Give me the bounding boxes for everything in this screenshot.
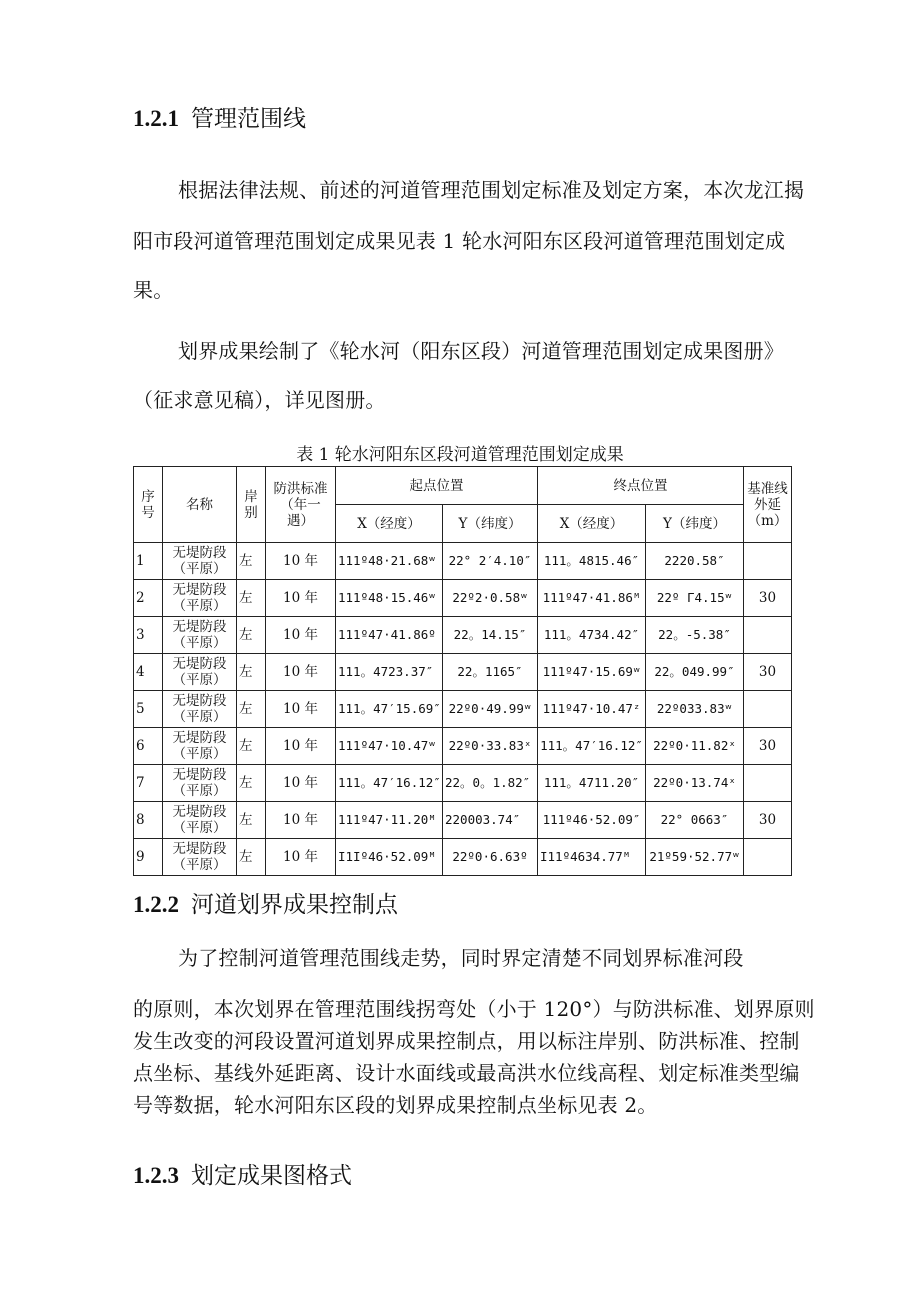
cell-seq: 7 xyxy=(134,765,163,802)
cell-start-y: 22。14.15″ xyxy=(443,617,538,654)
section-title: 管理范围线 xyxy=(191,106,306,132)
cell-standard: 10 年 xyxy=(266,654,336,691)
section-heading-1-2-2 xyxy=(133,886,398,919)
table-row xyxy=(134,765,792,802)
cell-extension: 30 xyxy=(744,580,792,617)
cell-standard: 10 年 xyxy=(266,839,336,876)
paragraph-line: 点坐标、基线外延距离、设计水面线或最高洪水位线高程、划定标准类型编 xyxy=(133,1061,800,1085)
table-row xyxy=(134,580,792,617)
cell-extension: 30 xyxy=(744,654,792,691)
cell-bank: 左 xyxy=(237,543,266,580)
cell-standard: 10 年 xyxy=(266,580,336,617)
paragraph-line: 的原则，本次划界在管理范围线拐弯处（小于 120°）与防洪标准、划界原则 xyxy=(133,997,815,1021)
header-extension: 基准线外延（m） xyxy=(744,467,792,543)
table-row xyxy=(134,728,792,765)
header-start-y: Y（纬度） xyxy=(443,505,538,543)
cell-end-y: 22º Γ4.15ʷ xyxy=(646,580,744,617)
table-caption: 表 1 轮水河阳东区段河道管理范围划定成果 xyxy=(296,445,624,465)
paragraph-line: 号等数据，轮水河阳东区段的划界成果控制点坐标见表 2。 xyxy=(133,1093,658,1117)
cell-end-x: 111º47·41.86ᴹ xyxy=(538,580,646,617)
cell-end-y: 22。049.99″ xyxy=(646,654,744,691)
cell-end-x: 111º47·10.47ᶻ xyxy=(538,691,646,728)
cell-start-x: 111º47·10.47ʷ xyxy=(336,728,443,765)
cell-start-x: 111º48·21.68ʷ xyxy=(336,543,443,580)
cell-start-y: 22º0·49.99ʷ xyxy=(443,691,538,728)
cell-name: 无堤防段（平原） xyxy=(163,691,237,728)
cell-seq: 5 xyxy=(134,691,163,728)
cell-bank: 左 xyxy=(237,691,266,728)
header-bank: 岸别 xyxy=(237,467,266,543)
cell-end-y: 22º033.83ʷ xyxy=(646,691,744,728)
cell-seq: 8 xyxy=(134,802,163,839)
cell-name: 无堤防段（平原） xyxy=(163,654,237,691)
paragraph-line: 果。 xyxy=(133,278,174,302)
table-row xyxy=(134,802,792,839)
paragraph-line: （征求意见稿），详见图册。 xyxy=(133,388,386,412)
paragraph-line: 阳市段河道管理范围划定成果见表 1 轮水河阳东区段河道管理范围划定成 xyxy=(133,229,786,253)
cell-start-y: 22。0。1.82″ xyxy=(443,765,538,802)
cell-end-y: 22。-5.38″ xyxy=(646,617,744,654)
paragraph-line: 发生改变的河段设置河道划界成果控制点，用以标注岸别、防洪标准、控制 xyxy=(133,1029,800,1053)
section-number: 1.2.3 xyxy=(133,1163,179,1188)
cell-name: 无堤防段（平原） xyxy=(163,802,237,839)
paragraph-line: 划界成果绘制了《轮水河（阳东区段）河道管理范围划定成果图册》 xyxy=(178,339,784,363)
cell-seq: 3 xyxy=(134,617,163,654)
cell-end-y: 2220.58″ xyxy=(646,543,744,580)
paragraph-line: 为了控制河道管理范围线走势，同时界定清楚不同划界标准河段 xyxy=(178,946,744,970)
cell-extension xyxy=(744,839,792,876)
section-number: 1.2.2 xyxy=(133,892,179,917)
cell-seq: 6 xyxy=(134,728,163,765)
cell-start-y: 22º0·6.63º xyxy=(443,839,538,876)
header-seq: 序号 xyxy=(134,467,163,543)
cell-bank: 左 xyxy=(237,839,266,876)
cell-end-y: 22º0·11.82ˣ xyxy=(646,728,744,765)
header-end-x: X（经度） xyxy=(538,505,646,543)
cell-start-y: 220003.74″ xyxy=(443,802,538,839)
section-number: 1.2.1 xyxy=(133,106,179,131)
header-end: 终点位置 xyxy=(538,467,744,505)
paragraph-line: 根据法律法规、前述的河道管理范围划定标准及划定方案，本次龙江揭 xyxy=(178,178,805,202)
cell-start-x: 111º47·11.20ᴹ xyxy=(336,802,443,839)
cell-bank: 左 xyxy=(237,580,266,617)
cell-name: 无堤防段（平原） xyxy=(163,580,237,617)
header-name: 名称 xyxy=(163,467,237,543)
cell-name: 无堤防段（平原） xyxy=(163,543,237,580)
cell-start-x: 111。47′15.69″ xyxy=(336,691,443,728)
cell-bank: 左 xyxy=(237,765,266,802)
cell-end-x: 111º47·15.69ʷ xyxy=(538,654,646,691)
cell-name: 无堤防段（平原） xyxy=(163,617,237,654)
cell-start-y: 22° 2′4.10″ xyxy=(443,543,538,580)
cell-start-y: 22º2·0.58ʷ xyxy=(443,580,538,617)
cell-seq: 2 xyxy=(134,580,163,617)
cell-end-y: 22° 0663″ xyxy=(646,802,744,839)
cell-extension xyxy=(744,691,792,728)
table-row xyxy=(134,654,792,691)
cell-end-y: 22º0·13.74ˣ xyxy=(646,765,744,802)
header-start-x: X（经度） xyxy=(336,505,443,543)
cell-start-x: I1Iº46·52.09ᴹ xyxy=(336,839,443,876)
table-row xyxy=(134,839,792,876)
cell-extension xyxy=(744,617,792,654)
cell-start-x: 111º48·15.46ʷ xyxy=(336,580,443,617)
table-row xyxy=(134,691,792,728)
cell-seq: 4 xyxy=(134,654,163,691)
cell-standard: 10 年 xyxy=(266,728,336,765)
cell-end-x: 111。4711.20″ xyxy=(538,765,646,802)
cell-bank: 左 xyxy=(237,802,266,839)
cell-end-x: 111。4734.42″ xyxy=(538,617,646,654)
cell-standard: 10 年 xyxy=(266,802,336,839)
cell-end-x: 111。4815.46″ xyxy=(538,543,646,580)
cell-bank: 左 xyxy=(237,654,266,691)
cell-bank: 左 xyxy=(237,728,266,765)
section-heading-1-2-1 xyxy=(133,100,306,133)
cell-extension xyxy=(744,543,792,580)
cell-seq: 1 xyxy=(134,543,163,580)
cell-end-y: 21º59·52.77ʷ xyxy=(646,839,744,876)
section-title: 河道划界成果控制点 xyxy=(191,892,398,918)
cell-start-y: 22。1165″ xyxy=(443,654,538,691)
cell-end-x: 111。47′16.12″ xyxy=(538,728,646,765)
cell-end-x: I11º4634.77ᴹ xyxy=(538,839,646,876)
table-row xyxy=(134,617,792,654)
cell-end-x: 111º46·52.09″ xyxy=(538,802,646,839)
table-row xyxy=(134,543,792,580)
cell-seq: 9 xyxy=(134,839,163,876)
cell-standard: 10 年 xyxy=(266,617,336,654)
cell-start-x: 111º47·41.86º xyxy=(336,617,443,654)
cell-extension: 30 xyxy=(744,728,792,765)
cell-extension: 30 xyxy=(744,802,792,839)
header-standard: 防洪标准（年一遇） xyxy=(266,467,336,543)
cell-start-x: 111。47′16.12″ xyxy=(336,765,443,802)
cell-start-x: 111。4723.37″ xyxy=(336,654,443,691)
results-table xyxy=(133,466,792,876)
header-end-y: Y（纬度） xyxy=(646,505,744,543)
cell-standard: 10 年 xyxy=(266,543,336,580)
cell-name: 无堤防段（平原） xyxy=(163,839,237,876)
cell-start-y: 22º0·33.83ˣ xyxy=(443,728,538,765)
cell-standard: 10 年 xyxy=(266,765,336,802)
cell-standard: 10 年 xyxy=(266,691,336,728)
cell-name: 无堤防段（平原） xyxy=(163,765,237,802)
header-start: 起点位置 xyxy=(336,467,538,505)
section-title: 划定成果图格式 xyxy=(191,1163,352,1189)
section-heading-1-2-3 xyxy=(133,1157,352,1190)
cell-name: 无堤防段（平原） xyxy=(163,728,237,765)
cell-bank: 左 xyxy=(237,617,266,654)
cell-extension xyxy=(744,765,792,802)
